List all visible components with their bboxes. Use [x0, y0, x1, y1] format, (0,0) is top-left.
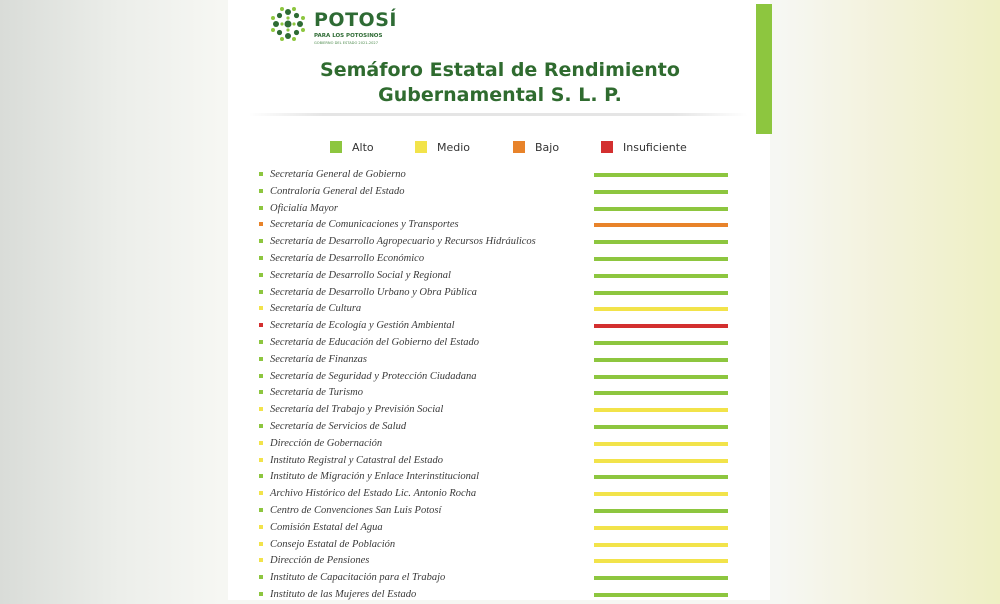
status-bullet-medio — [259, 441, 263, 445]
status-bar-alto — [594, 509, 728, 513]
title-line-1: Semáforo Estatal de Rendimiento — [320, 59, 680, 81]
status-bullet-insuficiente — [259, 323, 263, 327]
list-item — [0, 436, 1000, 453]
agency-name: Secretaría de Ecología y Gestión Ambiental — [270, 320, 455, 332]
status-bar-alto — [594, 274, 728, 278]
legend-item-insuficiente — [601, 138, 687, 156]
status-bullet-medio — [259, 458, 263, 462]
agency-name: Secretaría de Turismo — [270, 387, 363, 399]
status-bullet-alto — [259, 374, 263, 378]
potosi-logo — [268, 4, 438, 50]
status-bullet-alto — [259, 508, 263, 512]
status-bar-medio — [594, 442, 728, 446]
agency-name: Dirección de Pensiones — [270, 555, 370, 567]
status-bullet-alto — [259, 592, 263, 596]
logo-subtitle: PARA LOS POTOSINOS — [314, 33, 383, 39]
status-bullet-alto — [259, 256, 263, 260]
status-bar-alto — [594, 190, 728, 194]
list-item — [0, 301, 1000, 318]
list-item — [0, 184, 1000, 201]
status-bar-medio — [594, 492, 728, 496]
status-bullet-alto — [259, 239, 263, 243]
status-bar-bajo — [594, 223, 728, 227]
legend-item-medio — [415, 138, 470, 156]
status-bar-alto — [594, 240, 728, 244]
agency-name: Secretaría de Servicios de Salud — [270, 421, 407, 432]
agency-name: Dirección de Gobernación — [270, 437, 383, 449]
agency-name: Secretaría de Educación del Gobierno del Estado — [270, 337, 479, 348]
agency-name: Instituto de Migración y Enlace Interinstitucional — [270, 471, 480, 483]
title-line-2: Gubernamental S. L. P. — [378, 84, 622, 106]
status-bullet-alto — [259, 424, 263, 428]
list-item — [0, 167, 1000, 184]
status-bullet-medio — [259, 407, 263, 411]
status-bar-alto — [594, 207, 728, 211]
agency-name: Archivo Histórico del Estado Lic. Antonio Rocha — [270, 488, 477, 500]
list-item — [0, 520, 1000, 537]
status-bullet-alto — [259, 172, 263, 176]
list-item — [0, 503, 1000, 520]
agency-name: Secretaría de Seguridad y Protección Ciudadana — [270, 370, 477, 382]
logo-name: POTOSÍ — [314, 9, 397, 31]
legend-label-bajo: Bajo — [535, 140, 560, 154]
list-item — [0, 251, 1000, 268]
agency-name: Comisión Estatal del Agua — [270, 521, 383, 533]
status-bullet-medio — [259, 491, 263, 495]
status-bar-alto — [594, 341, 728, 345]
status-bullet-alto — [259, 474, 263, 478]
list-item — [0, 369, 1000, 386]
status-bar-medio — [594, 543, 728, 547]
legend-swatch-alto — [330, 141, 342, 153]
list-item — [0, 587, 1000, 604]
list-item — [0, 553, 1000, 570]
title-divider — [248, 113, 748, 116]
agency-name: Centro de Convenciones San Luis Potosí — [270, 505, 442, 516]
logo-mark-icon — [268, 4, 308, 44]
status-bullet-alto — [259, 290, 263, 294]
status-bullet-alto — [259, 273, 263, 277]
list-item — [0, 402, 1000, 419]
agency-name: Secretaría General de Gobierno — [270, 169, 406, 180]
legend-label-medio: Medio — [437, 140, 471, 154]
status-bullet-medio — [259, 306, 263, 310]
status-bar-alto — [594, 475, 728, 479]
agency-name: Secretaría de Desarrollo Social y Regional — [270, 269, 451, 281]
agency-name: Secretaría de Comunicaciones y Transportes — [270, 219, 459, 231]
status-bar-insuficiente — [594, 324, 728, 328]
status-bullet-alto — [259, 206, 263, 210]
status-bullet-alto — [259, 189, 263, 193]
list-item — [0, 318, 1000, 335]
agency-name: Secretaría de Desarrollo Económico — [270, 253, 425, 264]
list-item — [0, 570, 1000, 587]
legend-swatch-medio — [415, 141, 427, 153]
status-bar-alto — [594, 576, 728, 580]
agency-name: Oficialía Mayor — [270, 202, 338, 214]
status-bullet-medio — [259, 558, 263, 562]
status-bar-medio — [594, 559, 728, 563]
status-bar-alto — [594, 593, 728, 597]
status-bar-medio — [594, 459, 728, 463]
list-item — [0, 453, 1000, 470]
status-bullet-medio — [259, 542, 263, 546]
legend-item-bajo — [513, 138, 559, 156]
agency-name: Contraloría General del Estado — [270, 185, 405, 197]
status-bar-medio — [594, 408, 728, 412]
status-bar-medio — [594, 307, 728, 311]
legend-swatch-insuficiente — [601, 141, 613, 153]
agency-name: Instituto de Capacitación para el Trabajo — [270, 572, 446, 584]
list-item — [0, 335, 1000, 352]
status-bullet-medio — [259, 525, 263, 529]
list-item — [0, 352, 1000, 369]
status-bullet-alto — [259, 575, 263, 579]
status-bar-alto — [594, 358, 728, 362]
page-title — [240, 58, 760, 108]
list-item — [0, 486, 1000, 503]
list-item — [0, 234, 1000, 251]
list-item — [0, 385, 1000, 402]
status-bar-alto — [594, 173, 728, 177]
status-bullet-alto — [259, 340, 263, 344]
status-bar-alto — [594, 291, 728, 295]
list-item — [0, 419, 1000, 436]
status-bar-medio — [594, 526, 728, 530]
agency-name: Instituto de las Mujeres del Estado — [270, 589, 417, 600]
agency-name: Secretaría de Finanzas — [270, 353, 368, 365]
status-bar-alto — [594, 425, 728, 429]
agency-name: Secretaría de Desarrollo Urbano y Obra Pública — [270, 286, 477, 298]
legend-swatch-bajo — [513, 141, 525, 153]
status-bar-alto — [594, 391, 728, 395]
list-item — [0, 469, 1000, 486]
list-item — [0, 537, 1000, 554]
legend-item-alto — [330, 138, 374, 156]
status-bullet-bajo — [259, 222, 263, 226]
status-bullet-alto — [259, 390, 263, 394]
logo-tagline: GOBIERNO DEL ESTADO 2021-2027 — [314, 41, 379, 45]
agency-name: Secretaría de Desarrollo Agropecuario y Recursos Hidráulicos — [270, 236, 536, 248]
legend-label-insuficiente: Insuficiente — [623, 140, 687, 154]
legend — [0, 138, 1000, 156]
agency-name: Instituto Registral y Catastral del Estado — [270, 454, 443, 466]
agency-name: Secretaría de Cultura — [270, 303, 362, 315]
agency-name: Consejo Estatal de Población — [270, 538, 396, 550]
status-bar-alto — [594, 375, 728, 379]
list-item — [0, 217, 1000, 234]
status-bar-alto — [594, 257, 728, 261]
list-item — [0, 285, 1000, 302]
status-bullet-alto — [259, 357, 263, 361]
legend-label-alto: Alto — [352, 140, 374, 154]
list-item — [0, 201, 1000, 218]
agency-name: Secretaría del Trabajo y Previsión Social — [270, 404, 444, 416]
list-item — [0, 268, 1000, 285]
